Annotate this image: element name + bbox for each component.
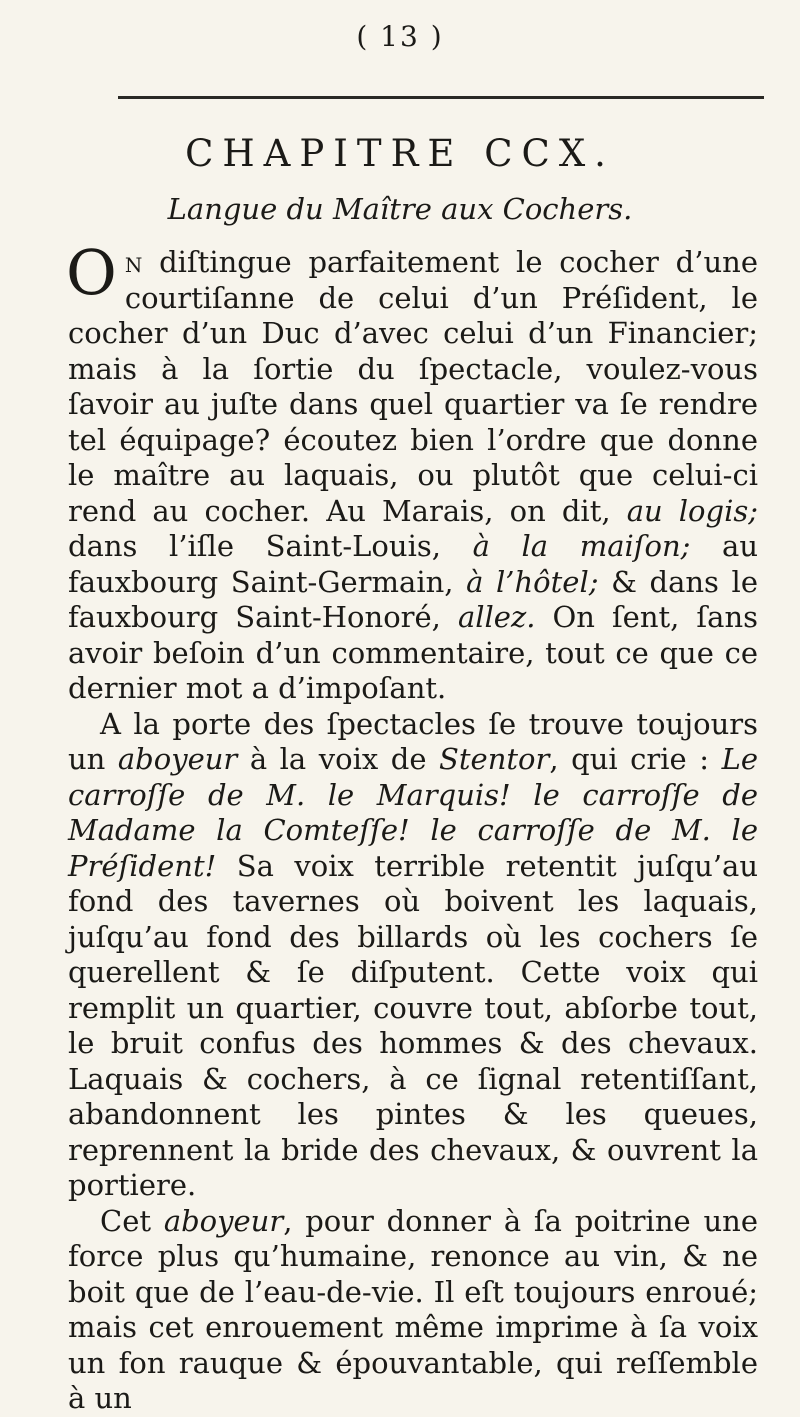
text-run: On ſent, ſans avoir beſoin d’un commentaire, tout ce que ce dernier mot a d’impoſant. — [68, 600, 758, 705]
text-run: & dans le fauxbourg Saint-Honoré, — [68, 564, 758, 634]
text-run: diſtingue parfaitement le cocher d’une courtiſanne de celui d’un Préſident, le cocher d’un Duc d’avec celui d’un Financier; mais à la ſortie du ſpectacle, voulez-vous ſavoir au juſte dans quel quartier va ſe rendre tel équipage? écoutez bien l’ordre que donne le maître au laquais, ou plutôt que celui-ci rend au cocher. Au Marais, on dit, — [68, 245, 758, 528]
italic-run: Le carroſſe de M. le Marquis! le carroſſe de Madame la Comteſſe! le carroſſe de M. le Préſident! — [68, 742, 758, 883]
text-run: dans l’iſle Saint-Louis, — [68, 529, 473, 563]
paragraph-2 — [68, 707, 758, 1204]
drop-cap: O — [66, 236, 117, 309]
italic-run: allez. — [457, 600, 536, 634]
italic-run: aboyeur — [163, 1203, 284, 1238]
header-rule — [118, 96, 764, 99]
italic-run: à la maiſon; — [472, 529, 691, 563]
italic-run: au logis; — [626, 493, 758, 528]
drop-cap-rest: n — [124, 245, 143, 279]
italic-run: Stentor — [439, 742, 550, 776]
body-text — [66, 236, 759, 1417]
text-run: à la voix de — [237, 742, 440, 776]
page-number: ( 13 ) — [356, 20, 444, 53]
italic-run: à l’hôtel; — [466, 564, 599, 599]
text-run: , pour donner à ſa poitrine une force plus qu’humaine, renonce au vin, & ne boit que de l’eau-de-vie. Il eſt toujours enroué; mais cet enrouement même imprime à ſa voix un fon rauque & épouvantable, qui reſſemble à un — [68, 1203, 758, 1415]
text-run: Sa voix terrible retentit juſqu’au fond des tavernes où boivent les laquais, juſqu’au fond des billards où les cochers ſe querellent & ſe diſputent. Cette voix qui remplit un quartier, couvre tout, abſorbe tout, le bruit confus des hommes & des chevaux. Laquais & cochers, à ce ſignal retentiſſant, abandonnent les pintes & les queues, reprennent la bride des chevaux, & ouvrent la portiere. — [68, 848, 758, 1202]
text-run: , qui crie : — [549, 742, 722, 776]
chapter-title: CHAPITRE CCX. — [185, 132, 615, 175]
text-run: A la porte des ſpectacles ſe trouve toujours un — [68, 706, 758, 776]
text-run: au fauxbourg Saint-Germain, — [68, 529, 759, 599]
italic-run: aboyeur — [117, 742, 238, 776]
text-run: Cet — [100, 1203, 164, 1238]
paragraph-1 — [66, 236, 759, 707]
paragraph-3 — [68, 1204, 758, 1417]
chapter-subtitle: Langue du Maître aux Cochers. — [167, 192, 633, 226]
